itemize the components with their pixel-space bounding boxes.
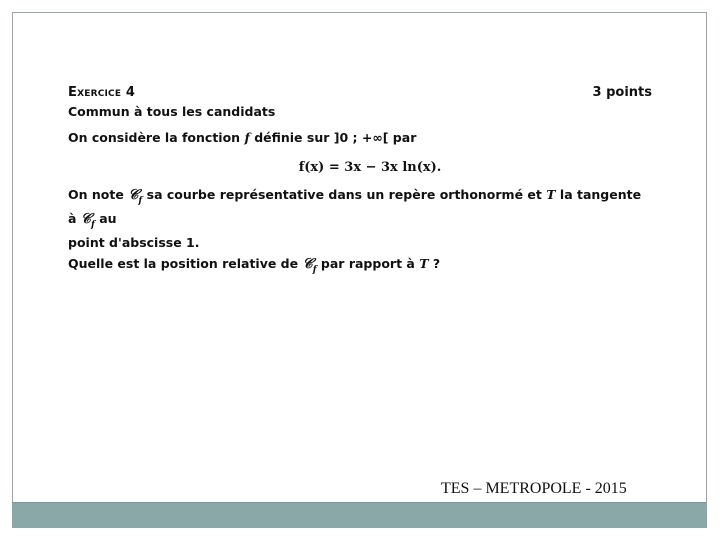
intro-suffix: définie sur ]0 ; +∞[ par — [254, 130, 417, 145]
tangent-symbol: T — [546, 187, 556, 202]
curve-letter-3: 𝒞 — [302, 255, 313, 272]
curve-symbol — [128, 187, 143, 206]
question-part-2: par rapport à — [320, 255, 415, 271]
curve-subscript-3: f — [312, 264, 317, 275]
exercise-subtitle: Commun à tous les candidats — [68, 104, 276, 119]
exercise-question — [68, 255, 652, 279]
footer-source: TES – METROPOLE - 2015 — [441, 480, 627, 497]
exercise-intro — [68, 129, 652, 146]
function-name: f — [244, 130, 250, 145]
statement-part-3: la tangente à — [68, 187, 642, 226]
exercise-statement — [68, 186, 652, 251]
exercise-block — [68, 84, 652, 278]
curve-subscript: f — [138, 195, 143, 206]
statement-part-4: au — [99, 210, 117, 226]
curve-subscript-2: f — [91, 219, 95, 230]
question-part-3: ? — [432, 255, 441, 271]
statement-part-5: point d'abscisse 1. — [68, 234, 200, 250]
question-part-1: Quelle est la position relative de — [68, 255, 299, 271]
bottom-bar — [12, 502, 707, 528]
exercise-title: Exercice 4 — [68, 85, 136, 100]
curve-letter: 𝒞 — [128, 187, 139, 203]
exercise-points: 3 points — [592, 85, 652, 100]
curve-letter-2: 𝒞 — [80, 210, 92, 227]
intro-prefix: On considère la fonction — [68, 130, 241, 145]
function-formula: f(x) = 3x − 3x ln(x). — [298, 160, 442, 175]
curve-symbol-2 — [80, 210, 95, 230]
curve-symbol-3 — [302, 255, 317, 275]
exercise-header — [68, 84, 652, 101]
statement-part-1: On note — [68, 187, 124, 202]
tangent-symbol-2: T — [419, 255, 429, 271]
statement-part-2: sa courbe représentative dans un repère orthonormé et — [146, 187, 542, 202]
